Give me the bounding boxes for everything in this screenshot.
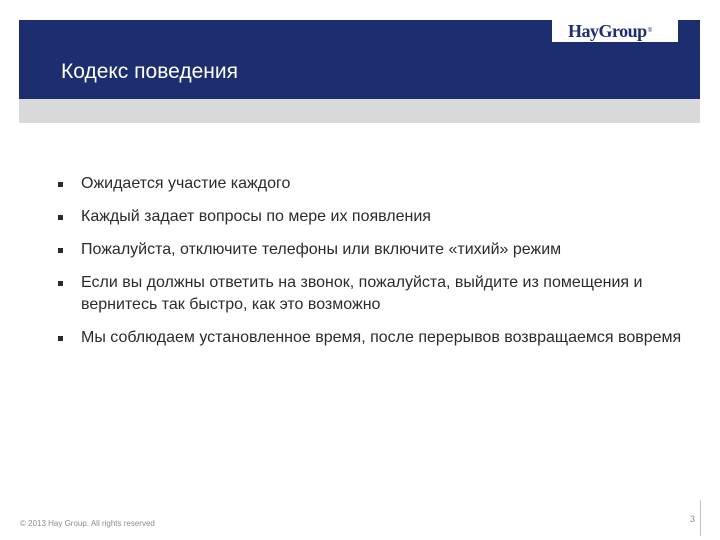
list-item [58,239,698,261]
bullet-text: Если вы должны ответить на звонок, пожалуйста, выйдите из помещения и вернитесь так быстро, как это возможно [81,274,643,313]
bullet-marker-icon [58,248,63,253]
page-title: Кодекс поведения [61,60,238,83]
bullet-text: Пожалуйста, отключите телефоны или включите «тихий» режим [81,241,562,258]
list-item [58,272,698,316]
grey-band [19,99,700,123]
bullet-text: Мы соблюдаем установленное время, после перерывов возвращаемся вовремя [81,329,682,346]
logo-registered-mark: ® [647,28,653,34]
logo-text: HayGroup [568,21,647,41]
footer-copyright: © 2013 Hay Group. All rights reserved [20,519,155,528]
bullet-marker-icon [58,281,63,286]
bullet-list [58,173,698,360]
bullet-text: Ожидается участие каждого [81,175,291,192]
list-item [58,173,698,195]
list-item [58,327,698,349]
footer-divider [700,500,701,536]
logo [552,20,678,42]
page-number: 3 [690,514,696,524]
bullet-marker-icon [58,215,63,220]
list-item [58,206,698,228]
bullet-marker-icon [58,182,63,187]
bullet-text: Каждый задает вопросы по мере их появления [81,208,431,225]
bullet-marker-icon [58,336,63,341]
